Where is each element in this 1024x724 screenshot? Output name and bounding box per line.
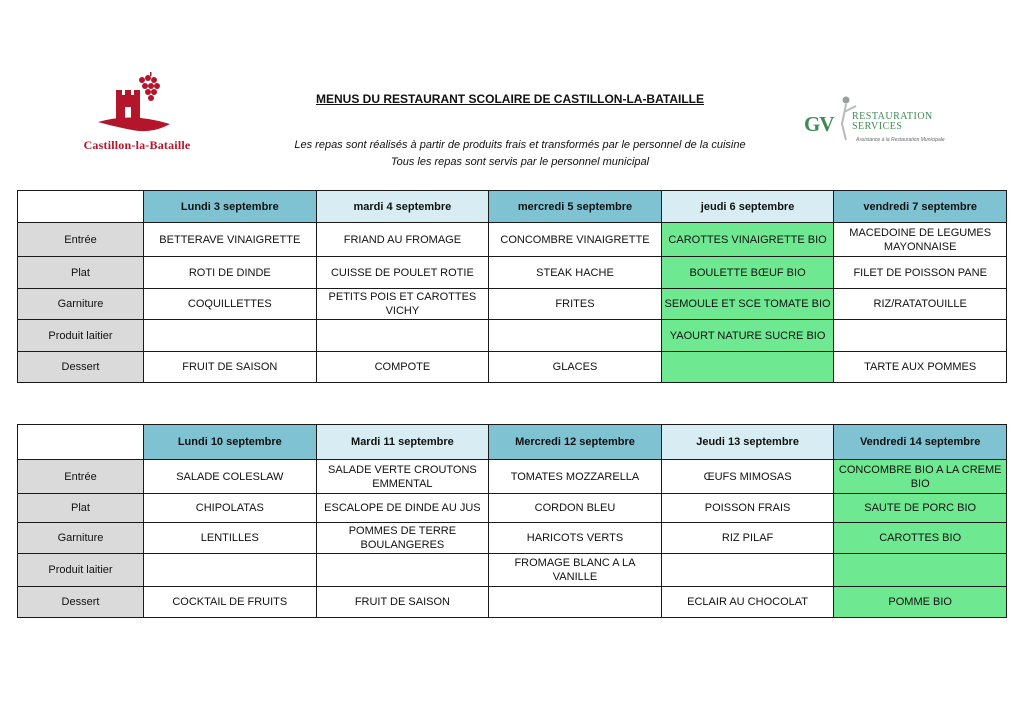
menu-cell: ECLAIR AU CHOCOLAT	[661, 587, 834, 618]
menu-cell: ŒUFS MIMOSAS	[661, 460, 834, 494]
menu-cell: FRIAND AU FROMAGE	[316, 223, 489, 257]
row-label: Produit laitier	[18, 320, 144, 352]
menu-cell: PETITS POIS ET CAROTTES VICHY	[316, 289, 489, 320]
table-row	[18, 289, 1007, 320]
menu-cell: COCKTAIL DE FRUITS	[144, 587, 317, 618]
day-header: Mardi 11 septembre	[316, 425, 489, 460]
castillon-logo	[62, 72, 212, 157]
menu-cell: FRUIT DE SAISON	[316, 587, 489, 618]
menu-cell: CUISSE DE POULET ROTIE	[316, 257, 489, 289]
menu-cell: RIZ/RATATOUILLE	[834, 289, 1007, 320]
menu-table-week-1	[17, 190, 1007, 383]
menu-cell: BETTERAVE VINAIGRETTE	[144, 223, 317, 257]
menu-cell: CORDON BLEU	[489, 494, 662, 523]
menu-cell	[316, 554, 489, 587]
day-header: Lundi 10 septembre	[144, 425, 317, 460]
menu-cell: CHIPOLATAS	[144, 494, 317, 523]
corner-cell	[18, 425, 144, 460]
day-header: vendredi 7 septembre	[834, 191, 1007, 223]
table-row	[18, 257, 1007, 289]
menu-cell: RIZ PILAF	[661, 523, 834, 554]
menu-cell: CONCOMBRE VINAIGRETTE	[489, 223, 662, 257]
menu-cell: CAROTTES VINAIGRETTE BIO	[661, 223, 834, 257]
menu-cell: FRUIT DE SAISON	[144, 352, 317, 383]
menu-cell: LENTILLES	[144, 523, 317, 554]
row-label: Entrée	[18, 460, 144, 494]
table-row	[18, 554, 1007, 587]
menu-table-week-2	[17, 424, 1007, 618]
row-label: Produit laitier	[18, 554, 144, 587]
menu-cell	[661, 352, 834, 383]
menu-cell: ESCALOPE DE DINDE AU JUS	[316, 494, 489, 523]
row-label: Plat	[18, 494, 144, 523]
menu-cell: YAOURT NATURE SUCRE BIO	[661, 320, 834, 352]
menu-cell: POMME BIO	[834, 587, 1007, 618]
gv-restauration-logo	[800, 100, 970, 150]
row-label: Garniture	[18, 523, 144, 554]
day-header: mardi 4 septembre	[316, 191, 489, 223]
menu-cell: HARICOTS VERTS	[489, 523, 662, 554]
menu-cell: SAUTE DE PORC BIO	[834, 494, 1007, 523]
logo-tagline: Assistance à la Restauration Municipale	[856, 137, 945, 143]
corner-cell	[18, 191, 144, 223]
menu-cell: FRITES	[489, 289, 662, 320]
logo-wordmark-line-1: RESTAURATION	[852, 111, 933, 122]
day-header: Vendredi 14 septembre	[834, 425, 1007, 460]
menu-cell: FROMAGE BLANC A LA VANILLE	[489, 554, 662, 587]
header-row	[18, 191, 1007, 223]
logo-mark: GV	[804, 112, 834, 136]
header-row	[18, 425, 1007, 460]
menu-cell: STEAK HACHE	[489, 257, 662, 289]
menu-cell: SALADE COLESLAW	[144, 460, 317, 494]
table-row	[18, 352, 1007, 383]
menu-cell: BOULETTE BŒUF BIO	[661, 257, 834, 289]
menu-cell	[144, 320, 317, 352]
menu-cell: ROTI DE DINDE	[144, 257, 317, 289]
menu-cell: TOMATES MOZZARELLA	[489, 460, 662, 494]
menu-cell	[316, 320, 489, 352]
menu-cell	[834, 554, 1007, 587]
day-header: jeudi 6 septembre	[661, 191, 834, 223]
row-label: Garniture	[18, 289, 144, 320]
logo-wordmark	[852, 112, 933, 132]
logo-wordmark-line-2: SERVICES	[852, 121, 903, 132]
row-label: Dessert	[18, 352, 144, 383]
menu-cell: SALADE VERTE CROUTONS EMMENTAL	[316, 460, 489, 494]
page-title: MENUS DU RESTAURANT SCOLAIRE DE CASTILLON-LA-BATAILLE	[316, 92, 704, 106]
town-name: Castillon-la-Bataille	[83, 138, 191, 152]
day-header: Lundi 3 septembre	[144, 191, 317, 223]
menu-cell	[489, 587, 662, 618]
table-row	[18, 494, 1007, 523]
menu-cell: CONCOMBRE BIO A LA CREME BIO	[834, 460, 1007, 494]
day-header: Jeudi 13 septembre	[661, 425, 834, 460]
menu-cell	[144, 554, 317, 587]
table-row	[18, 320, 1007, 352]
menu-cell	[489, 320, 662, 352]
menu-cell: TARTE AUX POMMES	[834, 352, 1007, 383]
day-header: mercredi 5 septembre	[489, 191, 662, 223]
menu-cell: GLACES	[489, 352, 662, 383]
menu-cell: SEMOULE ET SCE TOMATE BIO	[661, 289, 834, 320]
menu-cell: COMPOTE	[316, 352, 489, 383]
day-header: Mercredi 12 septembre	[489, 425, 662, 460]
castle-tower-icon	[92, 72, 182, 138]
menu-cell	[834, 320, 1007, 352]
table-row	[18, 587, 1007, 618]
menu-cell: COQUILLETTES	[144, 289, 317, 320]
row-label: Dessert	[18, 587, 144, 618]
table-row	[18, 460, 1007, 494]
menu-cell	[661, 554, 834, 587]
table-row	[18, 523, 1007, 554]
subtitle-line-1: Les repas sont réalisés à partir de produits frais et transformés par le personnel de la cuisine	[294, 139, 746, 151]
menu-cell: CAROTTES BIO	[834, 523, 1007, 554]
menu-cell: POISSON FRAIS	[661, 494, 834, 523]
menu-cell: POMMES DE TERRE BOULANGERES	[316, 523, 489, 554]
subtitle-line-2: Tous les repas sont servis par le personnel municipal	[390, 156, 650, 168]
menu-cell: MACEDOINE DE LEGUMES MAYONNAISE	[834, 223, 1007, 257]
menu-cell: FILET DE POISSON PANE	[834, 257, 1007, 289]
row-label: Plat	[18, 257, 144, 289]
row-label: Entrée	[18, 223, 144, 257]
table-row	[18, 223, 1007, 257]
